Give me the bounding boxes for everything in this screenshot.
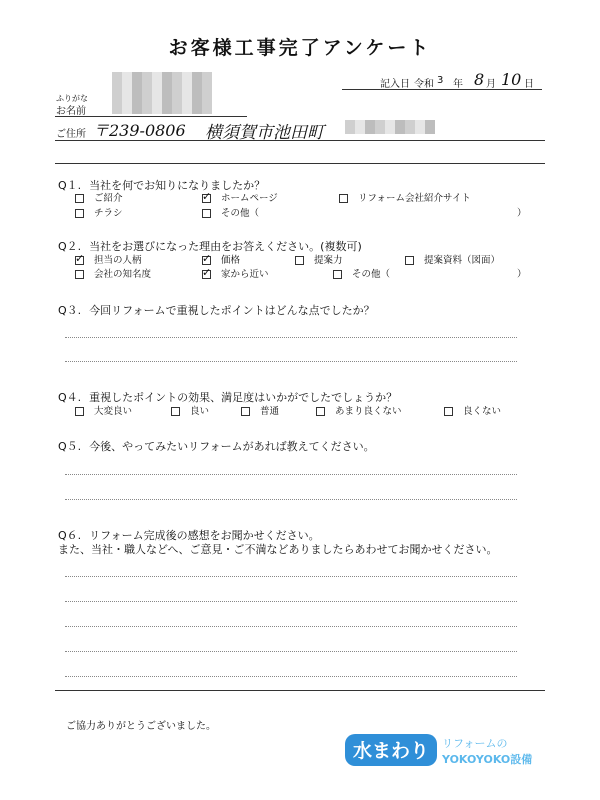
day-unit: 日	[524, 79, 534, 90]
q6-answer-line[interactable]	[65, 651, 517, 652]
checkbox-checked[interactable]	[75, 252, 85, 265]
checkbox[interactable]	[333, 270, 342, 279]
q5-question	[58, 438, 375, 454]
q1-text: 当社を何でお知りになりましたか？	[89, 179, 266, 192]
q4-option-average[interactable]: 普通	[241, 403, 279, 417]
address-underline	[55, 140, 545, 141]
q6-answer-line[interactable]	[65, 676, 517, 677]
month-unit: 月	[486, 79, 496, 90]
name-label: お名前	[56, 106, 86, 117]
checkbox[interactable]	[171, 407, 180, 416]
q5-answer-line[interactable]	[65, 474, 517, 475]
checkbox[interactable]	[339, 194, 348, 203]
q2-option-price[interactable]: ✓ 価格	[202, 252, 241, 266]
checkbox-checked[interactable]	[202, 190, 212, 203]
checkmark-icon: ✓	[202, 252, 212, 265]
thanks-text: ご協力ありがとうございました。	[66, 721, 216, 732]
logo-graphic	[344, 730, 540, 770]
q4-text: 重視したポイントの効果、満足度はいかがでしたでしょうか？	[89, 391, 398, 404]
q1-option-referral-site[interactable]: リフォーム会社紹介サイト	[339, 190, 471, 204]
checkbox[interactable]	[295, 256, 304, 265]
q2-number: Q２.	[58, 240, 82, 253]
checkbox[interactable]	[75, 194, 84, 203]
date-underline	[342, 89, 542, 90]
q6-answer-line[interactable]	[65, 576, 517, 577]
year-value: 3	[437, 75, 444, 86]
q2-option-other[interactable]: その他（	[333, 266, 390, 280]
q3-number: Q３.	[58, 304, 82, 317]
checkbox[interactable]	[241, 407, 250, 416]
q3-question	[58, 302, 375, 318]
q6-answer-line[interactable]	[65, 626, 517, 627]
month-value: 8	[474, 70, 485, 89]
address-label: ご住所	[56, 129, 86, 140]
logo-main-text: 水まわり	[352, 740, 430, 762]
q5-number: Q５.	[58, 440, 82, 453]
checkbox[interactable]	[75, 209, 84, 218]
logo-sub-top: リフォームの	[442, 737, 508, 750]
q1-close-paren: ）	[517, 208, 527, 219]
q4-option-bad[interactable]: 良くない	[444, 403, 501, 417]
q5-answer-line[interactable]	[65, 499, 517, 500]
redacted-address	[345, 120, 435, 134]
era-label: 令和	[414, 79, 434, 90]
q3-text: 今回リフォームで重視したポイントはどんな点でしたか？	[89, 304, 375, 317]
q6-number: Q６.	[58, 529, 82, 542]
q4-number: Q４.	[58, 391, 82, 404]
furigana-label: ふりがな	[56, 94, 88, 103]
q1-option-referral[interactable]: ご紹介	[75, 190, 123, 204]
checkbox[interactable]	[75, 407, 84, 416]
q2-text: 当社をお選びになった理由をお答えください。(複数可)	[89, 240, 362, 253]
checkbox-checked[interactable]	[202, 266, 212, 279]
q3-answer-line[interactable]	[65, 361, 517, 362]
q5-text: 今後、やってみたいリフォームがあれば教えてください。	[89, 440, 375, 453]
footer-divider	[55, 690, 545, 691]
checkbox[interactable]	[405, 256, 414, 265]
q4-option-good[interactable]: 良い	[171, 403, 209, 417]
q6-text: リフォーム完成後の感想をお聞かせください。	[89, 529, 320, 542]
q6-question-line2: また、当社・職人などへ、ご意見・ご不満などありましたらあわせてお聞かせください。	[58, 543, 498, 556]
q4-option-very-good[interactable]: 大変良い	[75, 403, 132, 417]
q2-option-documents[interactable]: 提案資料（図面）	[405, 252, 500, 266]
q3-answer-line[interactable]	[65, 337, 517, 338]
checkmark-icon: ✓	[202, 266, 212, 279]
year-unit: 年	[453, 79, 463, 90]
q1-option-other[interactable]: その他（	[202, 205, 259, 219]
q2-option-reputation[interactable]: 会社の知名度	[75, 266, 151, 280]
address-text: 横須賀市池田町	[205, 123, 324, 143]
logo-sub-bottom: YOKOYOKO設備	[442, 753, 533, 766]
date-label: 記入日	[380, 79, 410, 90]
checkbox[interactable]	[316, 407, 325, 416]
checkmark-icon: ✓	[202, 190, 212, 203]
checkmark-icon: ✓	[75, 252, 85, 265]
checkbox[interactable]	[75, 270, 84, 279]
name-underline	[55, 116, 247, 117]
q2-option-proposal[interactable]: 提案力	[295, 252, 343, 266]
checkbox[interactable]	[202, 209, 211, 218]
q1-number: Q１.	[58, 179, 82, 192]
company-logo	[344, 730, 540, 770]
q6-answer-line[interactable]	[65, 601, 517, 602]
postal-code: 〒239-0806	[93, 121, 186, 140]
q4-option-not-so-good[interactable]: あまり良くない	[316, 403, 402, 417]
checkbox[interactable]	[444, 407, 453, 416]
redacted-name	[112, 72, 212, 114]
day-value: 10	[501, 70, 522, 89]
checkbox-checked[interactable]	[202, 252, 212, 265]
form-title: お客様工事完了アンケート	[168, 37, 432, 59]
q1-option-homepage[interactable]: ✓ ホームページ	[202, 190, 278, 204]
q2-option-staff[interactable]: ✓ 担当の人柄	[75, 252, 142, 266]
header-divider	[55, 163, 545, 164]
q2-close-paren: ）	[517, 269, 527, 280]
q1-option-flyer[interactable]: チラシ	[75, 205, 123, 219]
q2-option-nearby[interactable]: ✓ 家から近い	[202, 266, 269, 280]
